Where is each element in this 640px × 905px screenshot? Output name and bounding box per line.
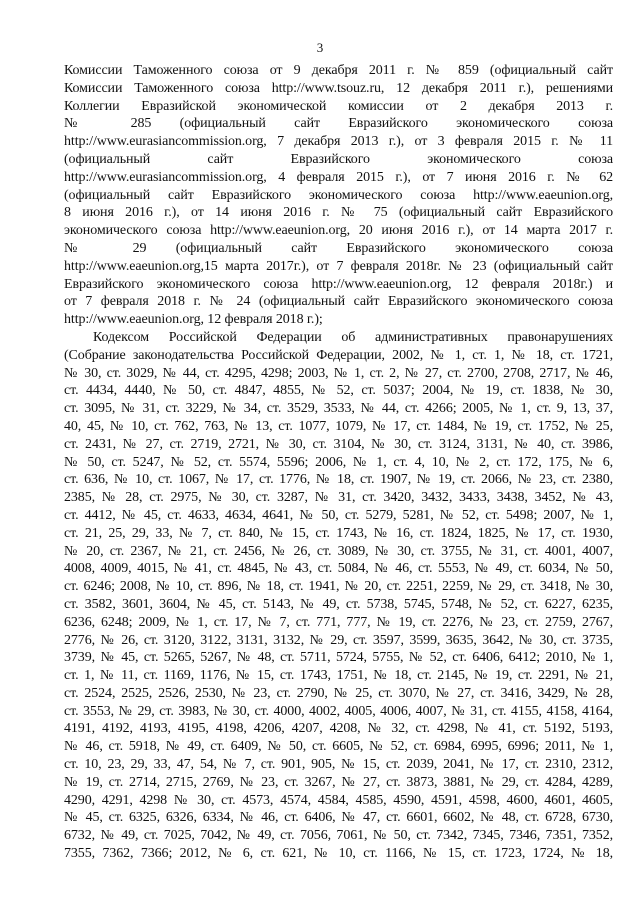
text-line: экономического союза http://www.eaeunion.org, 20 июня 2016 г.), от 14 марта 2017 г. bbox=[64, 223, 613, 239]
text-line: 4290, 4291, 4298 № 30, ст. 4573, 4574, 4584, 4585, 4590, 4591, 4598, 4600, 4601, 4605, bbox=[64, 792, 613, 808]
text-line: ст. 3553, № 29, ст. 3983, № 30, ст. 4000, 4002, 4005, 4006, 4007, № 31, ст. 4155, 4158, 4164, bbox=[64, 703, 613, 719]
text-line: 2385, № 28, ст. 2975, № 30, ст. 3287, № 31, ст. 3420, 3432, 3433, 3438, 3452, № 43, bbox=[64, 490, 613, 506]
text-line: Комиссии Таможенного союза от 9 декабря 2011 г. № 859 (официальный сайт bbox=[64, 63, 613, 78]
text-line: Евразийского экономического союза http://www.eaeunion.org, 12 февраля 2018г.) и bbox=[64, 276, 613, 292]
text-line: http://www.eurasiancommission.org, 7 декабря 2013 г.), от 3 февраля 2015 г. № 11 bbox=[64, 134, 613, 150]
text-line: ст. 636, № 10, ст. 1067, № 17, ст. 1776, № 18, ст. 1907, № 19, ст. 2066, № 23, ст. 2380, bbox=[64, 472, 613, 488]
text-line: 2776, № 26, ст. 3120, 3122, 3131, 3132, № 29, ст. 3597, 3599, 3635, 3642, № 30, ст. 3735, bbox=[64, 632, 613, 648]
text-line: 6732, № 49, ст. 7025, 7042, № 49, ст. 7056, 7061, № 50, ст. 7342, 7345, 7346, 7351, 7352, bbox=[64, 828, 613, 844]
text-line: ст. 4434, 4440, № 50, ст. 4847, 4855, № 52, ст. 5037; 2004, № 19, ст. 1838, № 30, bbox=[64, 383, 613, 399]
text-line: 4191, 4192, 4193, 4195, 4198, 4206, 4207, 4208, № 32, ст. 4298, № 41, ст. 5192, 5193, bbox=[64, 721, 613, 737]
text-line: № 20, ст. 2367, № 21, ст. 2456, № 26, ст. 3089, № 30, ст. 3755, № 31, ст. 4001, 4007, bbox=[64, 543, 613, 559]
text-line: № 50, ст. 5247, № 52, ст. 5574, 5596; 2006, № 1, ст. 4, 10, № 2, ст. 172, 175, № 6, bbox=[64, 454, 613, 470]
text-line: ст. 2431, № 27, ст. 2719, 2721, № 30, ст. 3104, № 30, ст. 3124, 3131, № 40, ст. 3986, bbox=[64, 436, 613, 452]
text-line: 7355, 7362, 7366; 2012, № 6, ст. 621, № 10, ст. 1166, № 15, ст. 1723, 1724, № 18, bbox=[64, 846, 613, 862]
text-line: 6236, 6248; 2009, № 1, ст. 17, № 7, ст. 771, 777, № 19, ст. 2276, № 23, ст. 2759, 2767, bbox=[64, 614, 613, 630]
text-line: № 30, ст. 3029, № 44, ст. 4295, 4298; 2003, № 1, ст. 2, № 27, ст. 2700, 2708, 2717, № 46, bbox=[64, 365, 613, 381]
text-line: ст. 10, 23, 29, 33, 47, 54, № 7, ст. 901, 905, № 15, ст. 2039, 2041, № 17, ст. 2310, 2312, bbox=[64, 757, 613, 773]
text-line: (официальный сайт Евразийского экономического союза bbox=[64, 151, 613, 167]
text-line: Комиссии Таможенного союза http://www.tsouz.ru, 12 декабря 2011 г.), решениями bbox=[64, 80, 613, 96]
text-line: ст. 6246; 2008, № 10, ст. 896, № 18, ст. 1941, № 20, ст. 2251, 2259, № 29, ст. 3418, № 30, bbox=[64, 579, 613, 595]
text-line: ст. 4412, № 45, ст. 4633, 4634, 4641, № 50, ст. 5279, 5281, № 52, ст. 5498; 2007, № 1, bbox=[64, 507, 613, 523]
text-line: ст. 1, № 11, ст. 1169, 1176, № 15, ст. 1743, 1751, № 18, ст. 2145, № 19, ст. 2291, № 21, bbox=[64, 668, 613, 684]
text-line: № 19, ст. 2714, 2715, 2769, № 23, ст. 3267, № 27, ст. 3873, 3881, № 29, ст. 4284, 4289, bbox=[64, 774, 613, 790]
text-line: ст. 2524, 2525, 2526, 2530, № 23, ст. 2790, № 25, ст. 3070, № 27, ст. 3416, 3429, № 28, bbox=[64, 685, 613, 701]
text-line: ст. 3582, 3601, 3604, № 45, ст. 5143, № 49, ст. 5738, 5745, 5748, № 52, ст. 6227, 6235, bbox=[64, 596, 613, 612]
paragraph-decisions bbox=[64, 62, 613, 329]
document-body bbox=[64, 62, 613, 863]
text-line: № 29 (официальный сайт Евразийского экономического союза bbox=[64, 240, 613, 256]
text-line: http://www.eurasiancommission.org, 4 февраля 2015 г.), от 7 июня 2016 г. № 62 bbox=[64, 169, 613, 185]
text-line: (Собрание законодательства Российской Федерации, 2002, № 1, ст. 1, № 18, ст. 1721, bbox=[64, 347, 613, 363]
paragraph-koap bbox=[64, 329, 613, 863]
text-line: от 7 февраля 2018 г. № 24 (официальный сайт Евразийского экономического союза bbox=[64, 294, 613, 310]
text-line: № 46, ст. 5918, № 49, ст. 6409, № 50, ст. 6605, № 52, ст. 6984, 6995, 6996; 2011, № 1, bbox=[64, 739, 613, 755]
page-number: 3 bbox=[316, 40, 324, 55]
text-line: ст. 3095, № 31, ст. 3229, № 34, ст. 3529, 3533, № 44, ст. 4266; 2005, № 1, ст. 9, 13, 37, bbox=[64, 401, 613, 417]
text-line: 4008, 4009, 4015, № 41, ст. 4845, № 43, ст. 5084, № 46, ст. 5553, № 49, ст. 6034, № 50, bbox=[64, 561, 613, 577]
text-line: № 45, ст. 6325, 6326, 6334, № 46, ст. 6406, № 47, ст. 6601, 6602, № 48, ст. 6728, 6730, bbox=[64, 810, 613, 826]
text-line: Кодексом Российской Федерации об административных правонарушениях bbox=[93, 329, 613, 345]
text-line: 3739, № 45, ст. 5265, 5267, № 48, ст. 5711, 5724, 5755, № 52, ст. 6406, 6412; 2010, № 1, bbox=[64, 650, 613, 666]
text-line: Коллегии Евразийской экономической комиссии от 2 декабря 2013 г. bbox=[64, 98, 613, 114]
text-line: http://www.eaeunion.org,15 марта 2017г.), от 7 февраля 2018г. № 23 (официальный сайт bbox=[64, 258, 613, 274]
text-line: (официальный сайт Евразийского экономического союза http://www.eaeunion.org, bbox=[64, 187, 613, 203]
text-line: 40, 45, № 10, ст. 762, 763, № 13, ст. 1077, 1079, № 17, ст. 1484, № 19, ст. 1752, № 25, bbox=[64, 418, 613, 434]
text-line: 8 июня 2016 г.), от 14 июня 2016 г. № 75 (официальный сайт Евразийского bbox=[64, 205, 613, 221]
text-line: http://www.eaeunion.org, 12 февраля 2018 г.); bbox=[64, 312, 323, 328]
text-line: № 285 (официальный сайт Евразийского экономического союза bbox=[64, 116, 613, 132]
text-line: ст. 21, 25, 29, 33, № 7, ст. 840, № 15, ст. 1743, № 16, ст. 1824, 1825, № 17, ст. 1930, bbox=[64, 525, 613, 541]
